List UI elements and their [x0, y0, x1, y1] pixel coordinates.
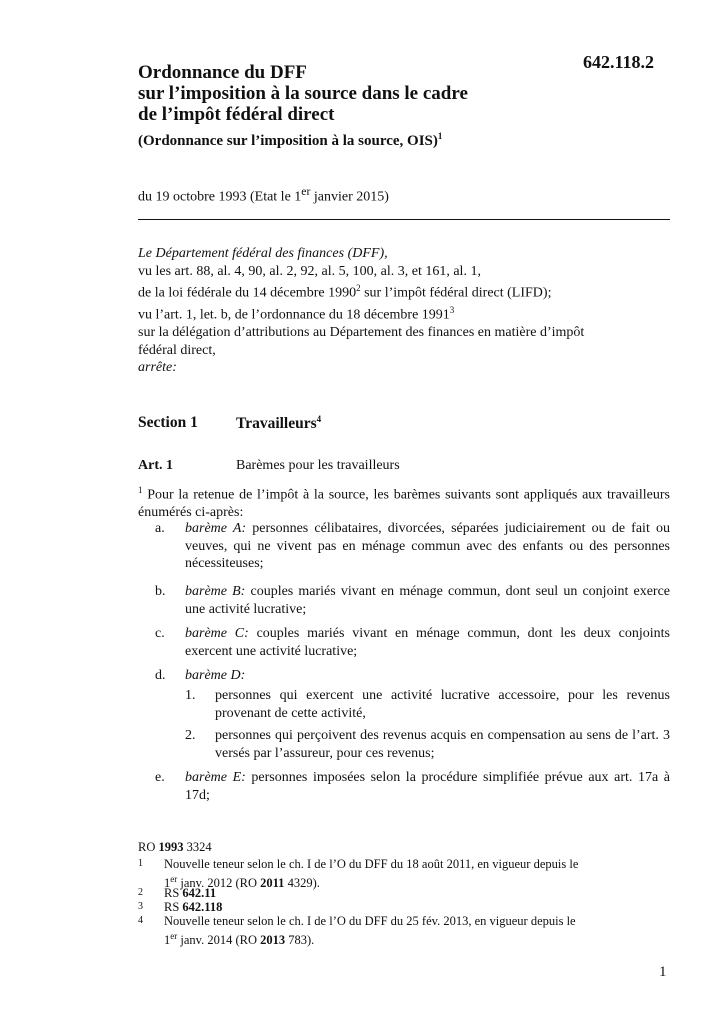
list-item — [155, 520, 670, 573]
preamble-text: sur l’impôt fédéral direct (LIFD); — [360, 285, 552, 301]
preamble-line — [138, 302, 678, 324]
footnote-number: 3 — [138, 901, 143, 912]
date-text-end: janvier 2015) — [310, 189, 389, 205]
item-text: couples mariés vivant en ménage commun, dont seul un conjoint exerce une activité lucrative; — [185, 584, 671, 617]
list-item — [155, 625, 670, 660]
footnote-rs-number[interactable]: 642.118 — [182, 900, 223, 914]
footnote-ref[interactable]: 1 — [437, 131, 443, 141]
page-number: 1 — [659, 964, 667, 980]
preamble-text: vu l’art. 1, let. b, de l’ordonnance du 18 décembre 1991 — [138, 307, 450, 323]
section-number: Section 1 — [138, 414, 198, 431]
footnote-line: RS — [164, 900, 183, 914]
footnote-ref[interactable]: 4 — [316, 414, 322, 424]
footnote-ro-year: 2013 — [260, 932, 286, 947]
item-text: couples mariés vivant en ménage commun, dont les deux conjoints exercent une activité lucrative; — [185, 626, 670, 659]
list-item — [155, 583, 671, 618]
footnote-line: 783). — [285, 932, 315, 947]
item-term: barème B: — [185, 584, 246, 599]
preamble-line — [138, 280, 678, 302]
subitem-text: personnes qui perçoivent des revenus acquis en compensation au sens de l’art. 3 versés par l’assureur, pour ces revenus; — [215, 728, 670, 761]
item-label: e. — [155, 770, 165, 785]
ordinance-date — [138, 185, 389, 206]
footnote-text — [164, 914, 678, 947]
item-term: barème A: — [185, 521, 247, 536]
preamble-text: de la loi fédérale du 14 décembre 1990 — [138, 285, 357, 301]
item-term: barème E: — [185, 770, 246, 785]
footnote-day: 1 — [164, 875, 171, 890]
footnote-number: 1 — [138, 858, 143, 869]
sub-list-item — [185, 687, 670, 722]
subitem-label: 2. — [185, 728, 196, 743]
footnote-line: 4329). — [284, 875, 320, 890]
short-title-text: (Ordonnance sur l’imposition à la source, OIS) — [138, 133, 438, 149]
section-title — [236, 414, 321, 433]
article-title: Barèmes pour les travailleurs — [236, 458, 400, 473]
item-label: c. — [155, 626, 165, 641]
ordinance-short-title — [138, 131, 442, 150]
footnote-line: RS — [164, 886, 183, 900]
decree: arrête: — [138, 360, 177, 376]
footnote-text — [164, 900, 678, 915]
date-text: du 19 octobre 1993 (Etat le 1 — [138, 189, 302, 205]
header-divider — [138, 219, 670, 220]
paragraph-number: 1 — [138, 485, 143, 495]
footnote-sup: er — [170, 930, 178, 941]
authority: Le Département fédéral des finances (DFF), — [138, 246, 388, 261]
ordinance-title — [138, 62, 468, 125]
preamble-line: sur la délégation d’attributions au Département des finances en matière d’impôt — [138, 325, 585, 341]
ro-year: 1993 — [158, 840, 184, 854]
footnote-number: 4 — [138, 915, 143, 926]
footnote-ref[interactable]: 2 — [356, 283, 361, 293]
date-sup: er — [301, 185, 311, 198]
section-title-text: Travailleurs — [236, 415, 317, 433]
sr-number: 642.118.2 — [583, 52, 655, 72]
footnote-day: 1 — [164, 932, 171, 947]
preamble-line: fédéral direct, — [138, 342, 216, 358]
preamble-line: vu les art. 88, al. 4, 90, al. 2, 92, al. 5, 100, al. 3, et 161, al. 1, — [138, 263, 481, 279]
item-label: a. — [155, 521, 165, 536]
footnote — [138, 914, 678, 947]
footnote-ro-year: 2011 — [260, 875, 285, 890]
subitem-label: 1. — [185, 688, 196, 703]
footnote-text — [164, 886, 678, 901]
footnote-line: Nouvelle teneur selon le ch. I de l’O du DFF du 18 août 2011, en vigueur depuis le — [164, 857, 579, 871]
item-term: barème C: — [185, 626, 249, 641]
item-label: b. — [155, 584, 166, 599]
footnote-rs-number[interactable]: 642.11 — [182, 886, 217, 900]
list-item — [155, 769, 670, 804]
title-line: sur l’imposition à la source dans le cadre — [138, 83, 468, 104]
footnote-line: janv. 2014 (RO — [177, 932, 261, 947]
footnote — [138, 900, 678, 915]
ro-page: 3324 — [183, 840, 212, 854]
title-line: Ordonnance du DFF — [138, 62, 307, 83]
footnote-line: janv. 2012 (RO — [177, 875, 261, 890]
preamble — [138, 245, 678, 377]
article-heading — [138, 458, 400, 474]
list-item — [155, 667, 670, 685]
ro-reference — [138, 840, 212, 855]
title-line: de l’impôt fédéral direct — [138, 104, 335, 125]
article-number: Art. 1 — [138, 458, 173, 473]
footnote-ref[interactable]: 3 — [449, 305, 455, 316]
item-term: barème D: — [185, 668, 246, 683]
footnote — [138, 886, 678, 901]
item-text: personnes célibataires, divorcées, séparées judiciairement ou de fait ou veuves, qui ne vivent pas en ménage commun avec des enfants ou des personnes nécessiteuses; — [185, 521, 670, 571]
footnote-line: Nouvelle teneur selon le ch. I de l’O du DFF du 25 fév. 2013, en vigueur depuis le — [164, 914, 576, 928]
item-label: d. — [155, 668, 166, 683]
ro-prefix: RO — [138, 840, 159, 854]
sub-list-item — [185, 727, 670, 762]
footnote-number: 2 — [138, 887, 143, 898]
article-paragraph — [138, 482, 670, 522]
item-text: personnes imposées selon la procédure simplifiée prévue aux art. 17a à 17d; — [185, 770, 670, 803]
footnote-sup: er — [170, 873, 178, 884]
section-heading — [138, 414, 322, 433]
paragraph-text: Pour la retenue de l’impôt à la source, les barèmes suivants sont appliqués aux travailleurs énumérés ci-après: — [138, 487, 670, 521]
subitem-text: personnes qui exercent une activité lucrative accessoire, pour les revenus provenant de cette activité, — [215, 688, 670, 721]
